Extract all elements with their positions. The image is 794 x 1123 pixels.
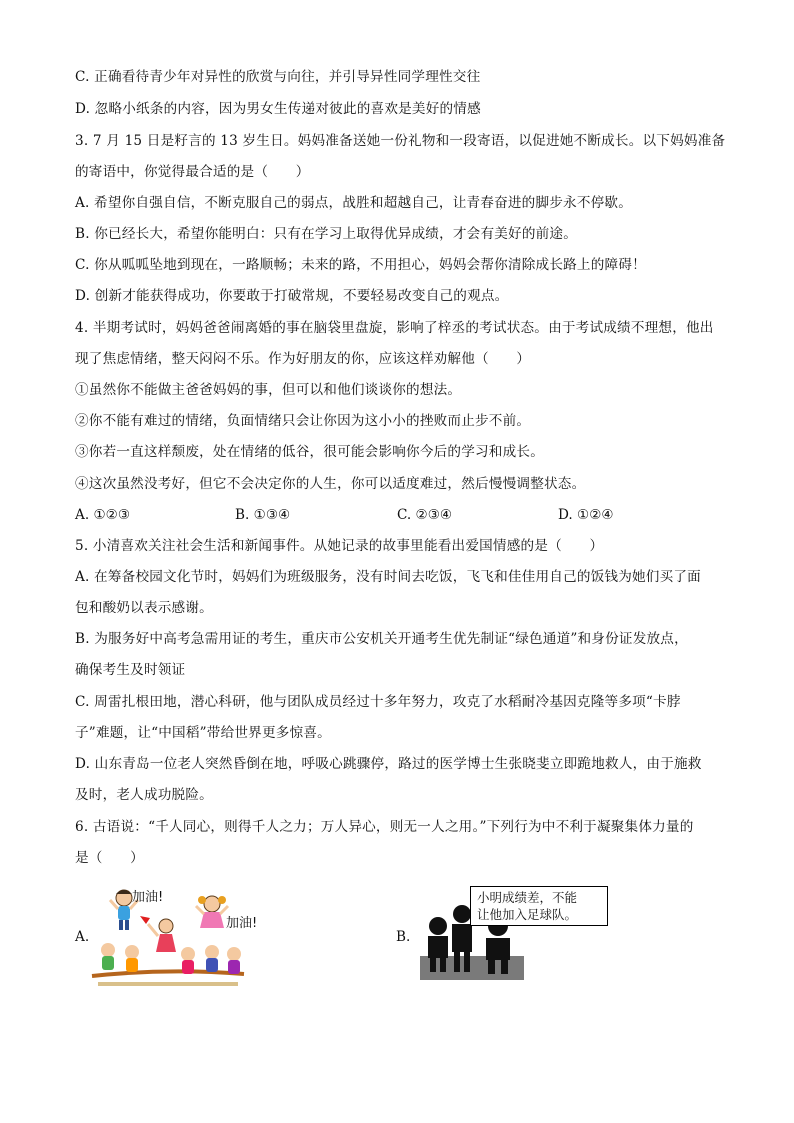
q5-option-b-line1: B. 为服务好中高考急需用证的考生，重庆市公安机关开通考生优先制证“绿色通道”和身份证发放点， [75, 631, 688, 647]
q4-statement-3: ③你若一直这样颓废，处在情绪的低谷，很可能会影响你今后的学习和成长。 [75, 444, 544, 460]
cheer-text-1: 加油! [132, 890, 164, 905]
q5-option-d-line1: D. 山东青岛一位老人突然昏倒在地，呼吸心跳骤停，路过的医学博士生张晓斐立即跪地救人，由于施救 [75, 756, 702, 772]
tug-of-war-drawing [88, 884, 248, 992]
q3-option-b: B. 你已经长大，希望你能明白：只有在学习上取得优异成绩，才会有美好的前途。 [75, 226, 578, 242]
tug-of-war-illustration [88, 884, 248, 992]
q5-option-c-line1: C. 周雷扎根田地，潜心科研，他与团队成员经过十多年努力，攻克了水稻耐冷基因克隆等多项“卡脖 [75, 694, 681, 710]
q4-statement-1: ①虽然你不能做主爸爸妈妈的事，但可以和他们谈谈你的想法。 [75, 382, 462, 398]
q5-option-a-line1: A. 在筹备校园文化节时，妈妈们为班级服务，没有时间去吃饭，飞飞和佳佳用自己的饭钱为她们买了面 [75, 569, 701, 585]
q4-option-d: D. ①②④ [558, 507, 614, 523]
q3-stem-line2: 的寄语中，你觉得最合适的是（ ） [75, 164, 310, 180]
q6-stem-line2: 是（ ） [75, 850, 144, 866]
q5-stem: 5. 小清喜欢关注社会生活和新闻事件。从她记录的故事里能看出爱国情感的是（ ） [75, 538, 604, 554]
bubble-line-1: 小明成绩差，不能 [477, 890, 578, 905]
q3-stem-line1: 3. 7 月 15 日是籽言的 13 岁生日。妈妈准备送她一份礼物和一段寄语，以促进她不断成长。以下妈妈准备 [75, 133, 726, 149]
q4-statement-2: ②你不能有难过的情绪，负面情绪只会让你因为这小小的挫败而止步不前。 [75, 413, 531, 429]
cheer-text-2: 加油! [226, 916, 258, 931]
q2-option-d: D. 忽略小纸条的内容，因为男女生传递对彼此的喜欢是美好的情感 [75, 101, 481, 117]
q4-statement-4: ④这次虽然没考好，但它不会决定你的人生，你可以适度难过，然后慢慢调整状态。 [75, 476, 586, 492]
q5-option-c-line2: 子”难题，让“中国稻”带给世界更多惊喜。 [75, 725, 331, 741]
speech-bubble [470, 886, 608, 926]
q6-stem-line1: 6. 古语说：“千人同心，则得千人之力；万人异心，则无一人之用。”下列行为中不利于凝聚集体力量的 [75, 819, 694, 835]
q3-option-c: C. 你从呱呱坠地到现在，一路顺畅；未来的路，不用担心，妈妈会帮你清除成长路上的障碍！ [75, 257, 646, 273]
q6-option-a-label: A. [75, 929, 90, 945]
q2-option-c: C. 正确看待青少年对异性的欣赏与向往，并引导异性同学理性交往 [75, 69, 481, 85]
q4-stem-line2: 现了焦虑情绪，整天闷闷不乐。作为好朋友的你，应该这样劝解他（ ） [75, 351, 531, 367]
q3-option-d: D. 创新才能获得成功，你要敢于打破常规，不要轻易改变自己的观点。 [75, 288, 509, 304]
bubble-line-2: 让他加入足球队。 [477, 907, 578, 922]
q5-option-a-line2: 包和酸奶以表示感谢。 [75, 600, 213, 616]
q5-option-d-line2: 及时，老人成功脱险。 [75, 787, 213, 803]
q4-option-a: A. ①②③ [75, 507, 131, 523]
q4-option-c: C. ②③④ [397, 507, 453, 523]
q3-option-a: A. 希望你自强自信，不断克服自己的弱点，战胜和超越自己，让青春奋进的脚步永不停歇。 [75, 195, 633, 211]
q4-option-b: B. ①③④ [235, 507, 291, 523]
q6-option-b-label: B. [396, 929, 411, 945]
q4-stem-line1: 4. 半期考试时，妈妈爸爸闹离婚的事在脑袋里盘旋，影响了梓丞的考试状态。由于考试成绩不理想，他出 [75, 320, 714, 336]
q5-option-b-line2: 确保考生及时领证 [75, 662, 186, 678]
